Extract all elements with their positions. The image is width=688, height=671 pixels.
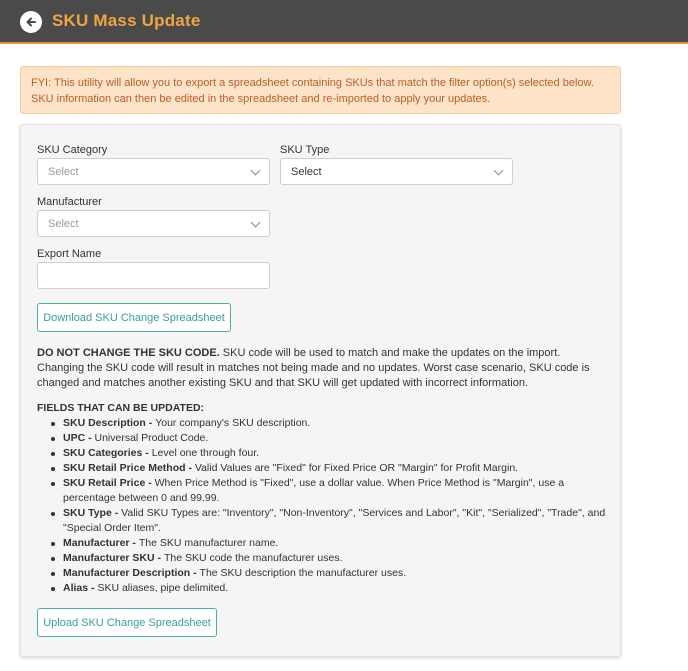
export-name-label: Export Name [37, 248, 102, 260]
chevron-down-icon [494, 166, 504, 176]
field-name: SKU Retail Price Method - [63, 462, 195, 474]
warning-text: SKU code will be used to match and make the updates on the import. Changing the SKU code will result in matches not being made and no updates. Worst case scenario, SKU code is changed and matches another existing SKU and that SKU will get updated with incorrect information. [37, 347, 590, 389]
field-desc: Valid Values are "Fixed" for Fixed Price OR "Margin" for Profit Margin. [194, 462, 519, 474]
field-desc: The SKU description the manufacturer uses. [199, 567, 407, 579]
list-item [49, 506, 609, 536]
list-item [49, 461, 609, 476]
field-name: SKU Description - [63, 417, 156, 429]
export-name-input[interactable] [37, 262, 270, 289]
fields-title: FIELDS THAT CAN BE UPDATED: [37, 402, 205, 414]
chevron-down-icon [251, 218, 261, 228]
field-name: SKU Retail Price - [63, 477, 155, 489]
list-item [49, 476, 609, 506]
field-desc: Level one through four. [151, 447, 260, 459]
field-name: SKU Categories - [63, 447, 152, 459]
sku-category-select[interactable] [37, 158, 270, 185]
page-title: SKU Mass Update [52, 11, 201, 30]
field-desc: SKU aliases, pipe delimited. [97, 582, 229, 594]
download-spreadsheet-button[interactable]: Download SKU Change Spreadsheet [37, 303, 231, 332]
list-item [49, 551, 609, 566]
chevron-down-icon [251, 166, 261, 176]
form-panel [20, 124, 621, 657]
arrow-left-circle-icon [24, 15, 38, 29]
list-item [49, 416, 609, 431]
upload-spreadsheet-button[interactable]: Upload SKU Change Spreadsheet [37, 608, 217, 637]
sku-type-select[interactable] [280, 158, 513, 185]
sku-type-label: SKU Type [280, 144, 330, 156]
list-item [49, 566, 609, 581]
updatable-fields-list [49, 416, 609, 596]
manufacturer-select[interactable] [37, 210, 270, 237]
field-desc: Your company's SKU description. [155, 417, 311, 429]
field-desc: When Price Method is "Fixed", use a dollar value. When Price Method is "Margin", use a percentage between 0 and 99.99. [63, 477, 565, 504]
app-header [0, 0, 688, 44]
field-desc: The SKU code the manufacturer uses. [163, 552, 343, 564]
manufacturer-value: Select [48, 217, 79, 230]
field-desc: Valid SKU Types are: "Inventory", "Non-Inventory", "Services and Labor", "Kit", "Serialized", "Trade", and "Special Order Item". [63, 507, 606, 534]
sku-category-label: SKU Category [37, 144, 108, 156]
sku-category-value: Select [48, 165, 79, 178]
list-item [49, 431, 609, 446]
field-name: Manufacturer SKU - [63, 552, 164, 564]
field-name: Manufacturer - [63, 537, 139, 549]
field-desc: The SKU manufacturer name. [138, 537, 279, 549]
sku-type-value: Select [291, 165, 322, 178]
field-desc: Universal Product Code. [94, 432, 209, 444]
list-item [49, 446, 609, 461]
manufacturer-label: Manufacturer [37, 196, 102, 208]
back-button[interactable] [20, 11, 42, 33]
warning-bold: DO NOT CHANGE THE SKU CODE. [37, 347, 220, 359]
list-item [49, 581, 609, 596]
sku-code-warning [37, 346, 607, 391]
list-item [49, 536, 609, 551]
field-name: Manufacturer Description - [63, 567, 200, 579]
fyi-notice: FYI: This utility will allow you to export a spreadsheet containing SKUs that match the filter option(s) selected below. SKU information can then be edited in the spreadsheet and re-imported to apply your updates. [20, 66, 621, 114]
field-name: Alias - [63, 582, 98, 594]
field-name: SKU Type - [63, 507, 122, 519]
field-name: UPC - [63, 432, 95, 444]
